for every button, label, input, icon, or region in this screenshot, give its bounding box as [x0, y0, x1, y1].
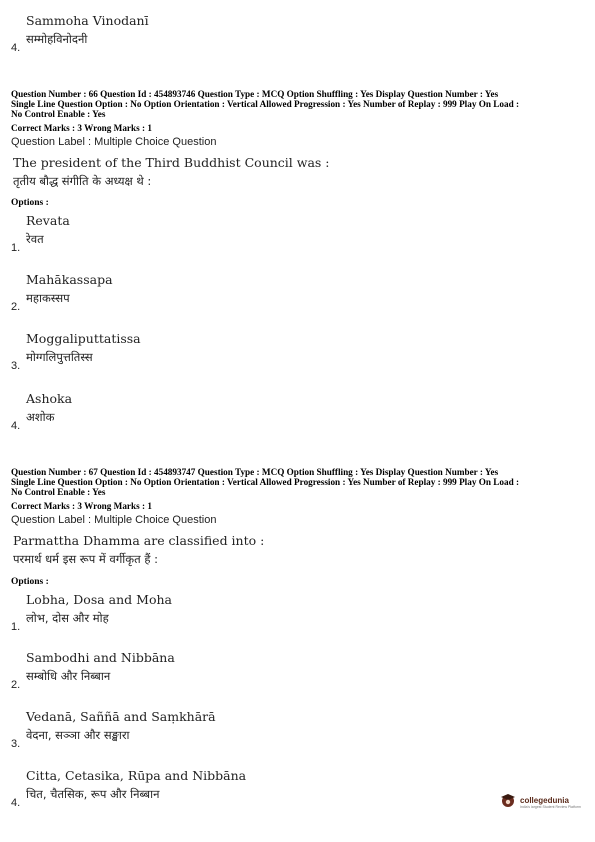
q67-option-2-en: Sambodhi and Nibbāna	[26, 650, 175, 665]
q66-question-text-hi: तृतीय बौद्ध संगीति के अध्यक्ष थे :	[13, 174, 152, 188]
q67-option-3-en: Vedanā, Saññā and Saṃkhārā	[26, 709, 216, 724]
logo-name: collegedunia	[520, 796, 569, 805]
prev-option-4-hi: सम्मोहविनोदनी	[26, 32, 88, 46]
collegedunia-logo	[500, 792, 581, 813]
q66-option-1-number: 1.	[11, 242, 21, 254]
q66-option-3-number: 3.	[11, 360, 21, 372]
q67-meta-line-1: Question Number : 67 Question Id : 454893747 Question Type : MCQ Option Shuffling : Yes Display Question Number : Yes	[11, 467, 499, 477]
q67-option-4-en: Citta, Cetasika, Rūpa and Nibbāna	[26, 768, 247, 783]
q66-marks: Correct Marks : 3 Wrong Marks : 1	[11, 123, 152, 133]
prev-option-4-en: Sammoha Vinodanī	[26, 13, 149, 28]
q67-option-4-number: 4.	[11, 797, 21, 809]
q66-meta-line-2: Single Line Question Option : No Option Orientation : Vertical Allowed Progression : Yes Number of Replay : 999 Play On Load :	[11, 99, 520, 109]
q66-option-4-en: Ashoka	[26, 391, 73, 406]
q66-option-2-en: Mahākassapa	[26, 272, 113, 287]
q67-marks: Correct Marks : 3 Wrong Marks : 1	[11, 501, 152, 511]
q66-meta-line-1: Question Number : 66 Question Id : 454893746 Question Type : MCQ Option Shuffling : Yes Display Question Number : Yes	[11, 89, 499, 99]
q66-option-2-hi: महाकस्सप	[26, 291, 70, 305]
logo-tagline: India's largest Student Review Platform	[520, 805, 581, 809]
q67-question-text-en: Parmattha Dhamma are classified into :	[13, 533, 265, 548]
q67-option-1-en: Lobha, Dosa and Moha	[26, 592, 172, 607]
q66-question-text-en: The president of the Third Buddhist Council was :	[13, 155, 330, 170]
q66-options-label: Options :	[11, 198, 49, 208]
q66-option-4-number: 4.	[11, 420, 21, 432]
prev-option-4-number: 4.	[11, 42, 21, 54]
graduate-icon	[500, 792, 516, 813]
q66-option-1-en: Revata	[26, 213, 70, 228]
q66-option-1-hi: रेवत	[26, 232, 44, 246]
q66-option-4-hi: अशोक	[26, 410, 55, 424]
q67-meta-line-2: Single Line Question Option : No Option Orientation : Vertical Allowed Progression : Yes Number of Replay : 999 Play On Load :	[11, 477, 520, 487]
q66-option-2-number: 2.	[11, 301, 21, 313]
q66-option-3-en: Moggaliputtatissa	[26, 331, 141, 346]
q67-options-label: Options :	[11, 577, 49, 587]
q67-option-3-number: 3.	[11, 738, 21, 750]
q67-option-4-hi: चित, चैतसिक, रूप और निब्बान	[26, 787, 160, 801]
q67-option-2-number: 2.	[11, 679, 21, 691]
q66-meta-line-3: No Control Enable : Yes	[11, 109, 106, 119]
q67-question-text-hi: परमार्थ धर्म इस रूप में वर्गीकृत हैं :	[13, 552, 158, 566]
q67-option-1-number: 1.	[11, 621, 21, 633]
q67-question-label: Question Label : Multiple Choice Question	[11, 514, 217, 526]
q66-option-3-hi: मोग्गलिपुत्ततिस्स	[26, 350, 93, 364]
q67-option-2-hi: सम्बोधि और निब्बान	[26, 669, 111, 683]
q67-option-1-hi: लोभ, दोस और मोह	[26, 611, 109, 625]
q66-question-label: Question Label : Multiple Choice Question	[11, 136, 217, 148]
q67-option-3-hi: वेदना, सञ्ञा और सङ्खारा	[26, 728, 130, 742]
q67-meta-line-3: No Control Enable : Yes	[11, 487, 106, 497]
